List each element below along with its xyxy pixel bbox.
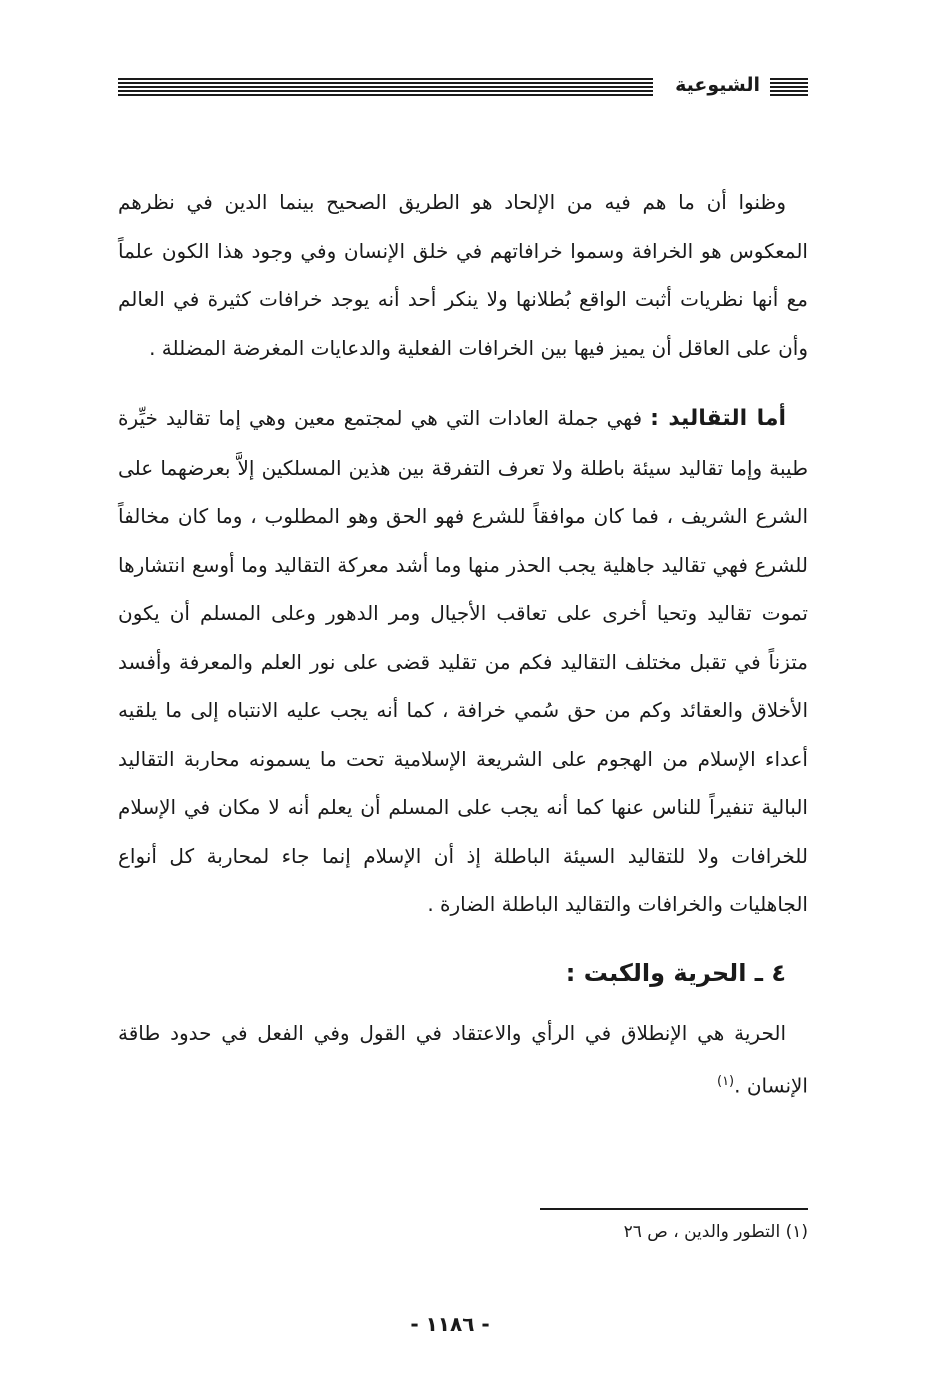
header-rule-right (770, 78, 808, 98)
paragraph-freedom (118, 1009, 808, 1110)
main-text (118, 178, 808, 1110)
page-number: - ١١٨٦ - (410, 1312, 490, 1336)
footnote-marker: (١) (716, 1073, 735, 1089)
section-heading: ٤ ـ الحرية والكبت : (565, 958, 786, 987)
header-title: الشيوعية (675, 74, 760, 96)
header-rule-left (118, 78, 653, 98)
paragraph-traditions (118, 394, 808, 929)
footnote-divider (540, 1208, 808, 1210)
paragraph-lead-term: أما التقاليد : (650, 406, 787, 431)
paragraph-freedom-text: الحرية هي الإنطلاق في الرأي والاعتقاد في القول وفي الفعل في حدود طاقة الإنسان . (118, 1021, 808, 1098)
paragraph-traditions-text: فهي جملة العادات التي هي لمجتمع معين وهي إما تقاليد خيِّرة طيبة وإما تقاليد سيئة باطلة ولا تعرف التفرقة بين هذين المسلكين إلاَّ بعرضهما على الشرع الشريف ، فما كان موافقاً للشرع فهو الحق وهو المطلوب ، وما كان مخالفاً للشرع فهي تقاليد جاهلية يجب الحذر منها وما أشد معركة التقاليد وما أوسع انتشارها تموت تقاليد وتحيا أخرى على تعاقب الأجيال ومر الدهور وعلى المسلم أن يكون متزناً في تقبل مختلف التقاليد فكم من تقليد قضى على نور العلم والمعرفة وأفسد الأخلاق والعقائد وكم من حق سُمي خرافة ، كما أنه يجب عليه الانتباه إلى ما يلقيه أعداء الإسلام من الهجوم على الشريعة الإسلامية تحت ما يسمونه محاربة التقاليد البالية تنفيراً للناس عنها كما أنه يجب على المسلم أن يعلم أنه لا مكان في الإسلام للخرافات ولا للتقاليد السيئة الباطلة إذ أن الإسلام إنما جاء لمحاربة كل أنواع الجاهليات والخرافات والتقاليد الباطلة الضارة . (118, 406, 808, 916)
footnote: (١) التطور والدين ، ص ٢٦ (623, 1222, 808, 1242)
paragraph-atheism: وظنوا أن ما هم فيه من الإلحاد هو الطريق الصحيح بينما الدين في نظرهم المعكوس هو الخرافة وسموا خرافاتهم في خلق الإنسان وفي وجود هذا الكون علماً مع أنها نظريات أثبت الواقع بُطلانها ولا ينكر أحد أنه يوجد خرافات كثيرة في العالم وأن على العاقل أن يميز فيها بين الخرافات الفعلية والدعايات المغرضة المضللة . (118, 190, 808, 360)
running-header (118, 72, 808, 102)
